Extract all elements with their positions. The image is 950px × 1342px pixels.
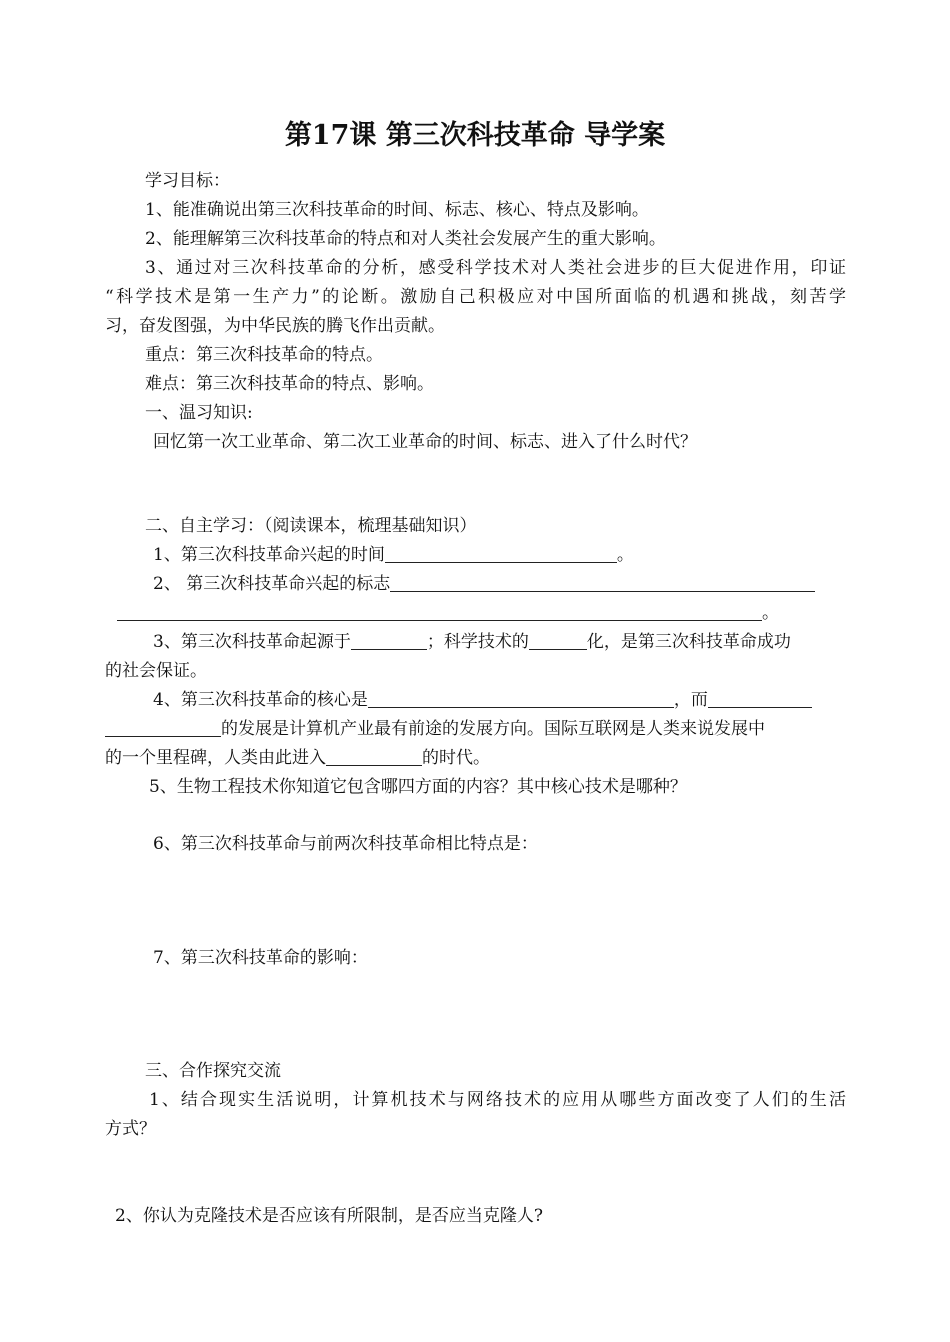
objective-item-3-line-3: 习，奋发图强，为中华民族的腾飞作出贡献。 bbox=[105, 316, 445, 336]
q4-answer-blank-2[interactable] bbox=[708, 689, 812, 708]
self-study-q4 bbox=[153, 686, 812, 714]
objectives-heading: 学习目标： bbox=[145, 171, 230, 191]
difficult-point: 难点：第三次科技革命的特点、影响。 bbox=[145, 374, 434, 394]
objective-item-1: 1、能准确说出第三次科技革命的时间、标志、核心、特点及影响。 bbox=[145, 200, 649, 220]
q4-mid: ，而 bbox=[673, 690, 708, 710]
q4-line-3-prefix: 的一个里程碑，人类由此进入 bbox=[105, 748, 326, 768]
q4-prefix: 4、第三次科技革命的核心是 bbox=[153, 690, 368, 710]
self-study-q2 bbox=[153, 570, 815, 598]
cooperation-q1-line-1: 1、结合现实生活说明，计算机技术与网络技术的应用从哪些方面改变了人们的生活 bbox=[149, 1090, 846, 1110]
cooperation-q2: 2、你认为克隆技术是否应该有所限制，是否应当克隆人? bbox=[115, 1206, 543, 1226]
self-study-q7: 7、第三次科技革命的影响： bbox=[153, 948, 368, 968]
self-study-q2-continued bbox=[117, 599, 779, 627]
q2-end: 。 bbox=[762, 603, 779, 623]
cooperation-q1-line-2: 方式？ bbox=[105, 1119, 156, 1139]
key-point: 重点：第三次科技革命的特点。 bbox=[145, 345, 383, 365]
cooperation-heading: 三、合作探究交流 bbox=[145, 1061, 281, 1081]
q4-line-3-suffix: 的时代。 bbox=[422, 748, 490, 768]
objective-item-2: 2、能理解第三次科技革命的特点和对人类社会发展产生的重大影响。 bbox=[145, 229, 666, 249]
self-study-heading: 二、自主学习：（阅读课本，梳理基础知识） bbox=[145, 516, 477, 536]
q3-prefix: 3、第三次科技革命起源于 bbox=[153, 632, 351, 652]
q4-answer-blank-1[interactable] bbox=[368, 689, 674, 708]
q3-mid: ；科学技术的 bbox=[426, 632, 529, 652]
review-heading: 一、温习知识: bbox=[145, 403, 253, 423]
self-study-q4-line-2 bbox=[105, 715, 765, 743]
q2-answer-blank-2[interactable] bbox=[117, 602, 762, 621]
review-question: 回忆第一次工业革命、第二次工业革命的时间、标志、进入了什么时代？ bbox=[153, 432, 697, 452]
q4-line-2-text: 的发展是计算机产业最有前途的发展方向。国际互联网是人类来说发展中 bbox=[221, 719, 765, 739]
self-study-q5: 5、生物工程技术你知道它包含哪四方面的内容？其中核心技术是哪种？ bbox=[149, 777, 687, 797]
q1-answer-blank[interactable] bbox=[385, 544, 617, 563]
q3-suffix: 化，是第三次科技革命成功 bbox=[586, 632, 791, 652]
self-study-q4-line-3 bbox=[105, 744, 490, 772]
page-title: 第17课 第三次科技革命 导学案 bbox=[284, 120, 666, 151]
q3-answer-blank-2[interactable] bbox=[529, 631, 587, 650]
q3-answer-blank-1[interactable] bbox=[351, 631, 427, 650]
self-study-q3-line-2: 的社会保证。 bbox=[105, 661, 207, 681]
self-study-q6: 6、第三次科技革命与前两次科技革命相比特点是： bbox=[153, 834, 538, 854]
objective-item-3-line-1: 3、通过对三次科技革命的分析，感受科学技术对人类社会进步的巨大促进作用，印证 bbox=[145, 258, 846, 278]
self-study-q3 bbox=[153, 628, 791, 656]
self-study-q1 bbox=[153, 541, 634, 569]
q1-suffix: 。 bbox=[616, 545, 634, 565]
q2-answer-blank-1[interactable] bbox=[390, 573, 815, 592]
q1-prefix: 1、第三次科技革命兴起的时间 bbox=[153, 545, 385, 565]
q4-answer-blank-2-continued[interactable] bbox=[105, 718, 221, 737]
q2-prefix: 2、 第三次科技革命兴起的标志 bbox=[153, 574, 391, 594]
q4-answer-blank-3[interactable] bbox=[326, 747, 422, 766]
objective-item-3-line-2: “科学技术是第一生产力”的论断。激励自己积极应对中国所面临的机遇和挑战，刻苦学 bbox=[105, 287, 846, 307]
